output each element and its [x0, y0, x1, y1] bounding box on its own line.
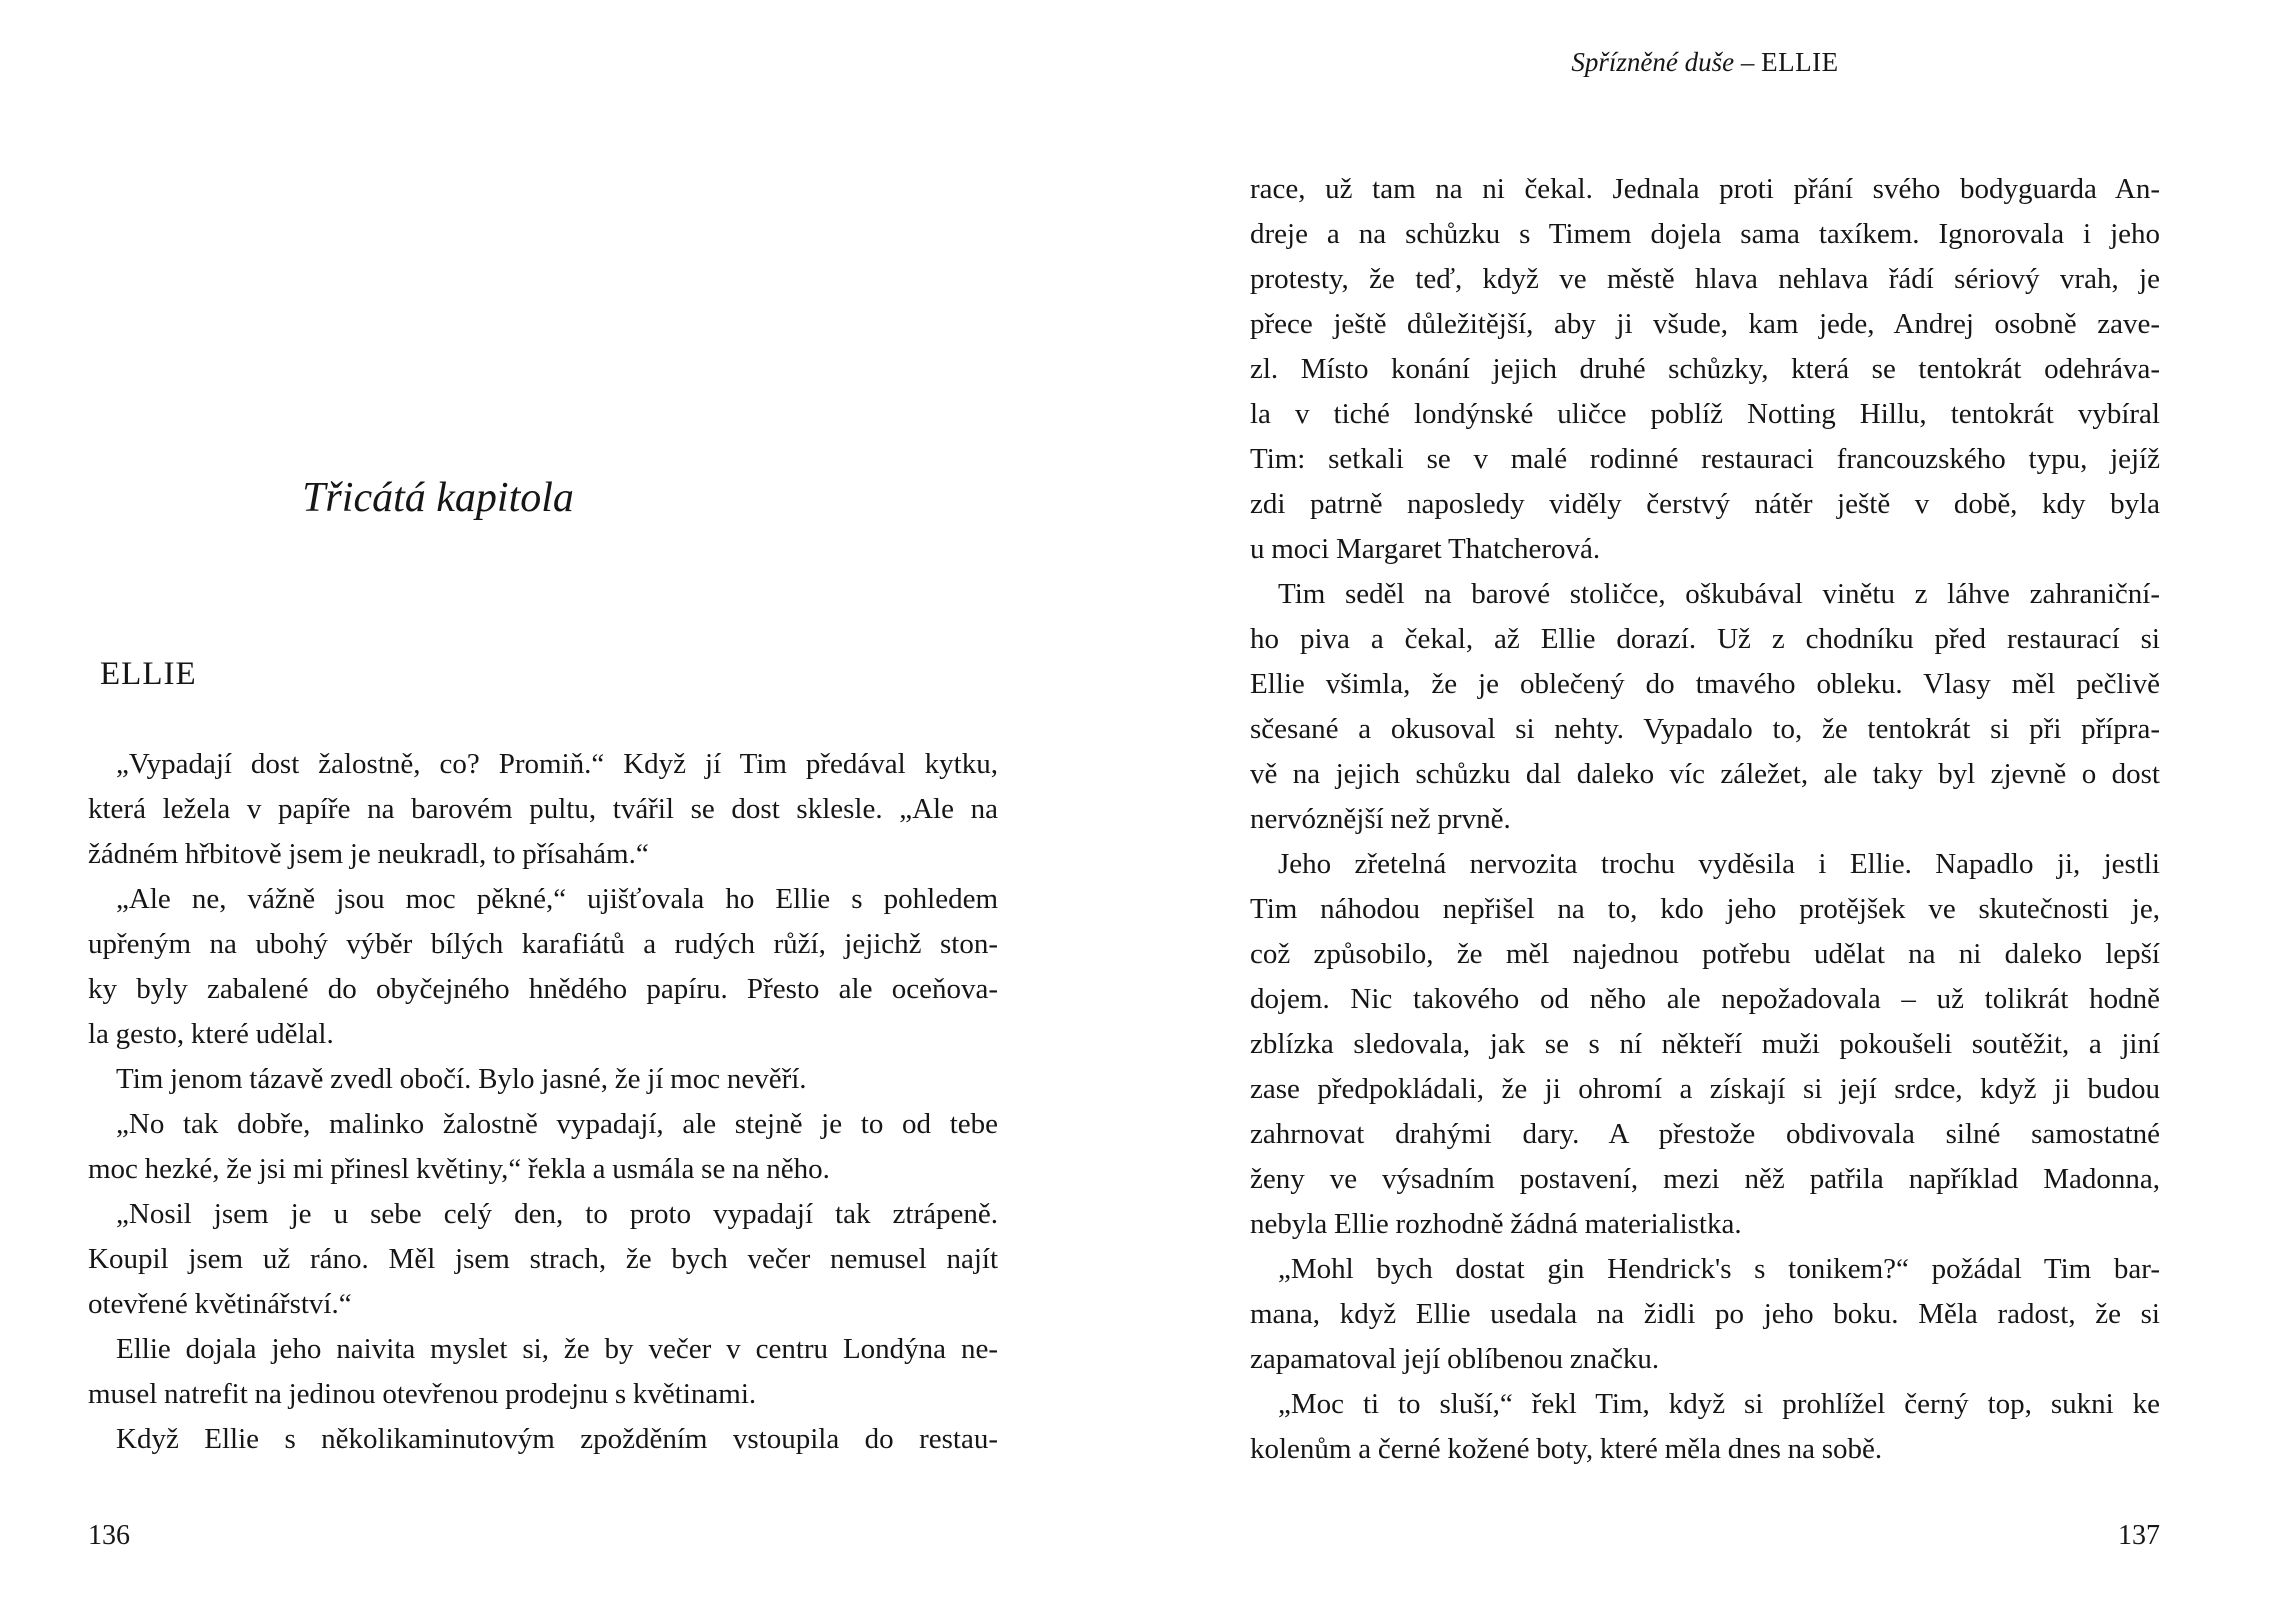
page-number-right: 137	[2118, 1520, 2160, 1551]
text-line: Ellie všimla, že je oblečený do tmavého obleku. Vlasy měl pečlivě	[1250, 668, 2160, 700]
page-number-left: 136	[88, 1520, 130, 1551]
text-line: Když Ellie s několikaminutovým zpožděním vstoupila do restau-	[116, 1423, 998, 1455]
text-line: race, už tam na ni čekal. Jednala proti přání svého bodyguarda An-	[1250, 173, 2160, 205]
text-line: zl. Místo konání jejich druhé schůzky, která se tentokrát odehráva-	[1250, 353, 2160, 385]
text-line: dojem. Nic takového od něho ale nepožadovala – už tolikrát hodně	[1250, 983, 2160, 1015]
text-line: „Ale ne, vážně jsou moc pěkné,“ ujišťovala ho Ellie s pohledem	[116, 883, 998, 915]
text-line: la v tiché londýnské uličce poblíž Notting Hillu, tentokrát vybíral	[1250, 398, 2160, 430]
text-line: zahrnovat drahými dary. A přestože obdivovala silné samostatné	[1250, 1118, 2160, 1150]
text-line: kolenům a černé kožené boty, které měla dnes na sobě.	[1250, 1433, 1883, 1465]
chapter-title: Třicátá kapitola	[302, 475, 574, 521]
text-line: Tim seděl na barové stoličce, oškubával vinětu z láhve zahraniční-	[1278, 578, 2160, 610]
text-line: zase předpokládali, že ji ohromí a získají si její srdce, když ji budou	[1250, 1073, 2160, 1105]
body-text-right	[1250, 167, 2160, 1472]
text-line: otevřené květinářství.“	[88, 1288, 352, 1320]
section-heading: ELLIE	[100, 656, 197, 692]
text-line: zblízka sledovala, jak se s ní někteří muži pokoušeli soutěžit, a jiní	[1250, 1028, 2160, 1060]
text-line: ženy ve výsadním postavení, mezi něž patřila například Madonna,	[1250, 1163, 2160, 1195]
text-line: Ellie dojala jeho naivita myslet si, že by večer v centru Londýna ne-	[116, 1333, 998, 1365]
running-header	[1250, 46, 2160, 78]
text-line: musel natrefit na jedinou otevřenou prodejnu s květinami.	[88, 1378, 757, 1410]
running-header-separator: –	[1740, 47, 1755, 77]
text-line: „Vypadají dost žalostně, co? Promiň.“ Když jí Tim předával kytku,	[116, 748, 998, 780]
text-line: nebyla Ellie rozhodně žádná materialistka.	[1250, 1208, 1742, 1240]
text-line: zapamatoval její oblíbenou značku.	[1250, 1343, 1660, 1375]
text-line: moc hezké, že jsi mi přinesl květiny,“ řekla a usmála se na něho.	[88, 1153, 830, 1185]
text-line: u moci Margaret Thatcherová.	[1250, 533, 1601, 565]
text-line: „Moc ti to sluší,“ řekl Tim, když si prohlížel černý top, sukni ke	[1278, 1388, 2160, 1420]
text-line: mana, když Ellie usedala na židli po jeho boku. Měla radost, že si	[1250, 1298, 2160, 1330]
text-line: vě na jejich schůzku dal daleko víc záležet, ale taky byl zjevně o dost	[1250, 758, 2160, 790]
text-line: „Mohl bych dostat gin Hendrick's s tonikem?“ požádal Tim bar-	[1278, 1253, 2160, 1285]
text-line: dreje a na schůzku s Timem dojela sama taxíkem. Ignorovala i jeho	[1250, 218, 2160, 250]
text-line: Tim jenom tázavě zvedl obočí. Bylo jasné, že jí moc nevěří.	[116, 1063, 807, 1095]
text-line: protesty, že teď, když ve městě hlava nehlava řádí sériový vrah, je	[1250, 263, 2160, 295]
text-line: nervóznější než prvně.	[1250, 803, 1511, 835]
page-right	[1250, 0, 2160, 1615]
page-left	[88, 0, 998, 1615]
text-line: což způsobilo, že měl najednou potřebu udělat na ni daleko lepší	[1250, 938, 2160, 970]
text-line: přece ještě důležitější, aby ji všude, kam jede, Andrej osobně zave-	[1250, 308, 2160, 340]
text-line: Tim náhodou nepřišel na to, kdo jeho protějšek ve skutečnosti je,	[1250, 893, 2160, 925]
text-line: Koupil jsem už ráno. Měl jsem strach, že bych večer nemusel najít	[88, 1243, 998, 1275]
text-line: zdi patrně naposledy viděly čerstvý nátěr ještě v době, kdy byla	[1250, 488, 2160, 520]
running-header-chapter: ELLIE	[1761, 47, 1839, 77]
text-line: Tim: setkali se v malé rodinné restauraci francouzského typu, jejíž	[1250, 443, 2160, 475]
text-line: ky byly zabalené do obyčejného hnědého papíru. Přesto ale oceňova-	[88, 973, 998, 1005]
running-header-book-title: Spřízněné duše	[1571, 47, 1735, 77]
text-line: Jeho zřetelná nervozita trochu vyděsila i Ellie. Napadlo ji, jestli	[1278, 848, 2160, 880]
body-text-left	[88, 742, 998, 1462]
text-line: upřeným na ubohý výběr bílých karafiátů a rudých růží, jejichž ston-	[88, 928, 998, 960]
text-line: ho piva a čekal, až Ellie dorazí. Už z chodníku před restaurací si	[1250, 623, 2160, 655]
text-line: „No tak dobře, malinko žalostně vypadají, ale stejně je to od tebe	[116, 1108, 998, 1140]
text-line: la gesto, které udělal.	[88, 1018, 334, 1050]
text-line: žádném hřbitově jsem je neukradl, to přísahám.“	[88, 838, 649, 870]
text-line: „Nosil jsem je u sebe celý den, to proto vypadají tak ztrápeně.	[116, 1198, 998, 1230]
text-line: sčesané a okusoval si nehty. Vypadalo to, že tentokrát si při přípra-	[1250, 713, 2160, 745]
text-line: která ležela v papíře na barovém pultu, tvářil se dost sklesle. „Ale na	[88, 793, 998, 825]
